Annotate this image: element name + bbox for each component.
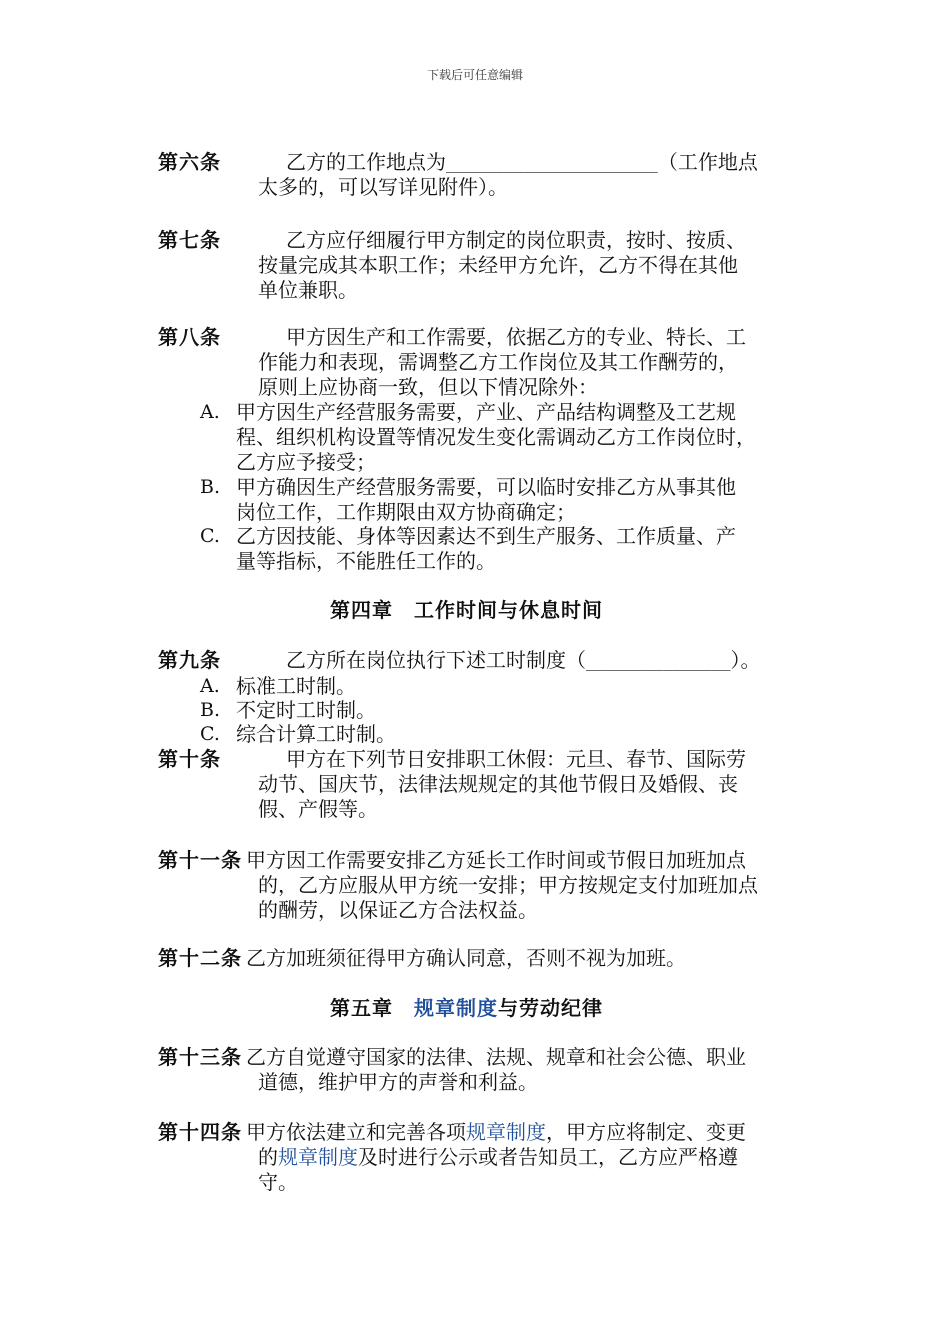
article-6-line-1: [286, 150, 758, 176]
header-note: 下载后可任意编辑: [426, 68, 523, 82]
article-14-text-2: 的: [258, 1145, 278, 1169]
article-14-text-2-post: 及时进行公示或者告知员工，乙方应严格遵: [358, 1145, 738, 1169]
article-8-line-3: 原则上应协商一致，但以下情况除外：: [258, 375, 598, 399]
article-8-item-c-line-1: 乙方因技能、身体等因素达不到生产服务、工作质量、产: [236, 524, 736, 548]
article-9-text-post: ）。: [730, 648, 761, 672]
article-13-line-1: 乙方自觉遵守国家的法律、法规、规章和社会公德、职业: [246, 1045, 746, 1069]
chapter-5-title: [330, 996, 603, 1021]
article-14-line-1: [246, 1120, 746, 1145]
article-7-line-1: 乙方应仔细履行甲方制定的岗位职责，按时、按质、: [286, 228, 746, 252]
article-6-text-post: （工作地点: [657, 150, 758, 174]
chapter-4-title: 第四章 工作时间与休息时间: [330, 598, 603, 622]
article-8-line-1: 甲方因生产和工作需要，依据乙方的专业、特长、工: [286, 325, 746, 349]
article-10-line-1: 甲方在下列节日安排职工休假：元旦、春节、国际劳: [286, 747, 746, 771]
article-9-blank[interactable]: _______________: [586, 652, 731, 671]
article-14-link-rules-1[interactable]: 规章制度: [466, 1120, 546, 1144]
article-6-blank[interactable]: ______________________: [446, 154, 658, 173]
article-6-text: 乙方的工作地点为: [286, 150, 446, 174]
article-8-item-a-line-1: 甲方因生产经营服务需要，产业、产品结构调整及工艺规: [236, 400, 736, 424]
article-9-line-1: [286, 648, 761, 674]
article-8-line-2: 作能力和表现，需调整乙方工作岗位及其工作酬劳的，: [258, 350, 738, 374]
article-12-line-1: 乙方加班须征得甲方确认同意，否则不视为加班。: [246, 946, 686, 970]
article-14-label: 第十四条: [158, 1120, 242, 1144]
chapter-5-prefix: 第五章: [330, 996, 414, 1020]
article-7-line-3: 单位兼职。: [258, 278, 358, 302]
chapter-5-link-rules[interactable]: 规章制度: [414, 996, 498, 1020]
article-9-item-c-label: C.: [200, 723, 220, 745]
article-11-line-3: 的酬劳，以保证乙方合法权益。: [258, 898, 538, 922]
article-14-text: 甲方依法建立和完善各项: [246, 1120, 466, 1144]
article-8-item-a-line-3: 乙方应予接受；: [236, 450, 376, 474]
article-10-line-3: 假、产假等。: [258, 797, 378, 821]
article-7-line-2: 按量完成其本职工作；未经甲方允许，乙方不得在其他: [258, 253, 738, 277]
article-9-text: 乙方所在岗位执行下述工时制度（: [286, 648, 586, 672]
article-9-item-a: 标准工时制。: [236, 674, 356, 698]
article-13-line-2: 道德，维护甲方的声誉和利益。: [258, 1070, 538, 1094]
article-10-label: 第十条: [158, 747, 221, 771]
article-8-item-b-line-1: 甲方确因生产经营服务需要，可以临时安排乙方从事其他: [236, 475, 736, 499]
article-14-line-3: 守。: [258, 1170, 298, 1194]
article-14-line-2: [258, 1145, 738, 1170]
article-6-label: 第六条: [158, 150, 221, 174]
chapter-5-suffix: 与劳动纪律: [498, 996, 603, 1020]
article-8-item-a-line-2: 程、组织机构设置等情况发生变化需调动乙方工作岗位时，: [236, 425, 756, 449]
article-11-line-1: 甲方因工作需要安排乙方延长工作时间或节假日加班加点: [246, 848, 746, 872]
article-9-item-a-label: A.: [200, 675, 220, 697]
article-8-item-c-line-2: 量等指标，不能胜任工作的。: [236, 549, 496, 573]
article-9-item-b: 不定时工时制。: [236, 698, 376, 722]
article-9-item-c: 综合计算工时制。: [236, 722, 396, 746]
article-14-link-rules-2[interactable]: 规章制度: [278, 1145, 358, 1169]
article-8-item-b-line-2: 岗位工作，工作期限由双方协商确定；: [236, 500, 576, 524]
article-8-item-b-label: B.: [200, 476, 221, 498]
article-11-line-2: 的，乙方应服从甲方统一安排；甲方按规定支付加班加点: [258, 873, 758, 897]
article-8-item-a-label: A.: [200, 401, 220, 423]
article-7-label: 第七条: [158, 228, 221, 252]
article-14-text-post: ，甲方应将制定、变更: [546, 1120, 746, 1144]
article-9-label: 第九条: [158, 648, 221, 672]
article-9-item-b-label: B.: [200, 699, 221, 721]
article-11-label: 第十一条: [158, 848, 242, 872]
article-6-line-2: 太多的，可以写详见附件）。: [258, 175, 508, 199]
article-12-label: 第十二条: [158, 946, 242, 970]
article-10-line-2: 动节、国庆节，法律法规规定的其他节假日及婚假、丧: [258, 772, 738, 796]
article-8-label: 第八条: [158, 325, 221, 349]
article-13-label: 第十三条: [158, 1045, 242, 1069]
article-8-item-c-label: C.: [200, 525, 220, 547]
